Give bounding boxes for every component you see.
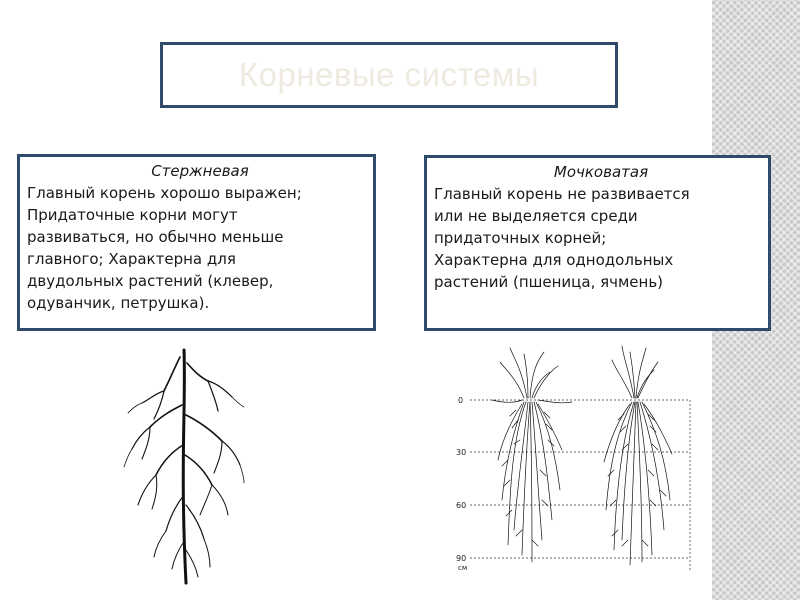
wheat-roots (604, 346, 672, 565)
fibrous-description: Главный корень не развивается или не выделяется среди придаточных корней; Характерна для однодольных растений (пшеница, ячмень) (434, 185, 690, 291)
depth-label-60: 60 (456, 501, 467, 510)
depth-label-30: 30 (456, 448, 467, 457)
taproot-heading: Стержневая (151, 162, 249, 180)
slide-title: Корневые системы (238, 56, 540, 93)
depth-label-90: 90 (456, 554, 467, 563)
depth-grid (470, 400, 690, 572)
fibrous-illustration (452, 340, 697, 575)
fibrous-heading: Мочковатая (553, 163, 649, 181)
barley-roots (492, 348, 572, 562)
taproot-info-box (17, 154, 376, 331)
taproot-illustration (120, 345, 250, 590)
depth-label-0: 0 (458, 396, 464, 405)
title-box (160, 42, 618, 108)
depth-unit-label: см (458, 564, 468, 572)
fibrous-info-box (424, 155, 771, 331)
taproot-description: Главный корень хорошо выражен; Придаточные корни могут развиваться, но обычно меньше главного; Характерна для двудольных растений (клевер, одуванчик, петрушка). (27, 184, 302, 312)
